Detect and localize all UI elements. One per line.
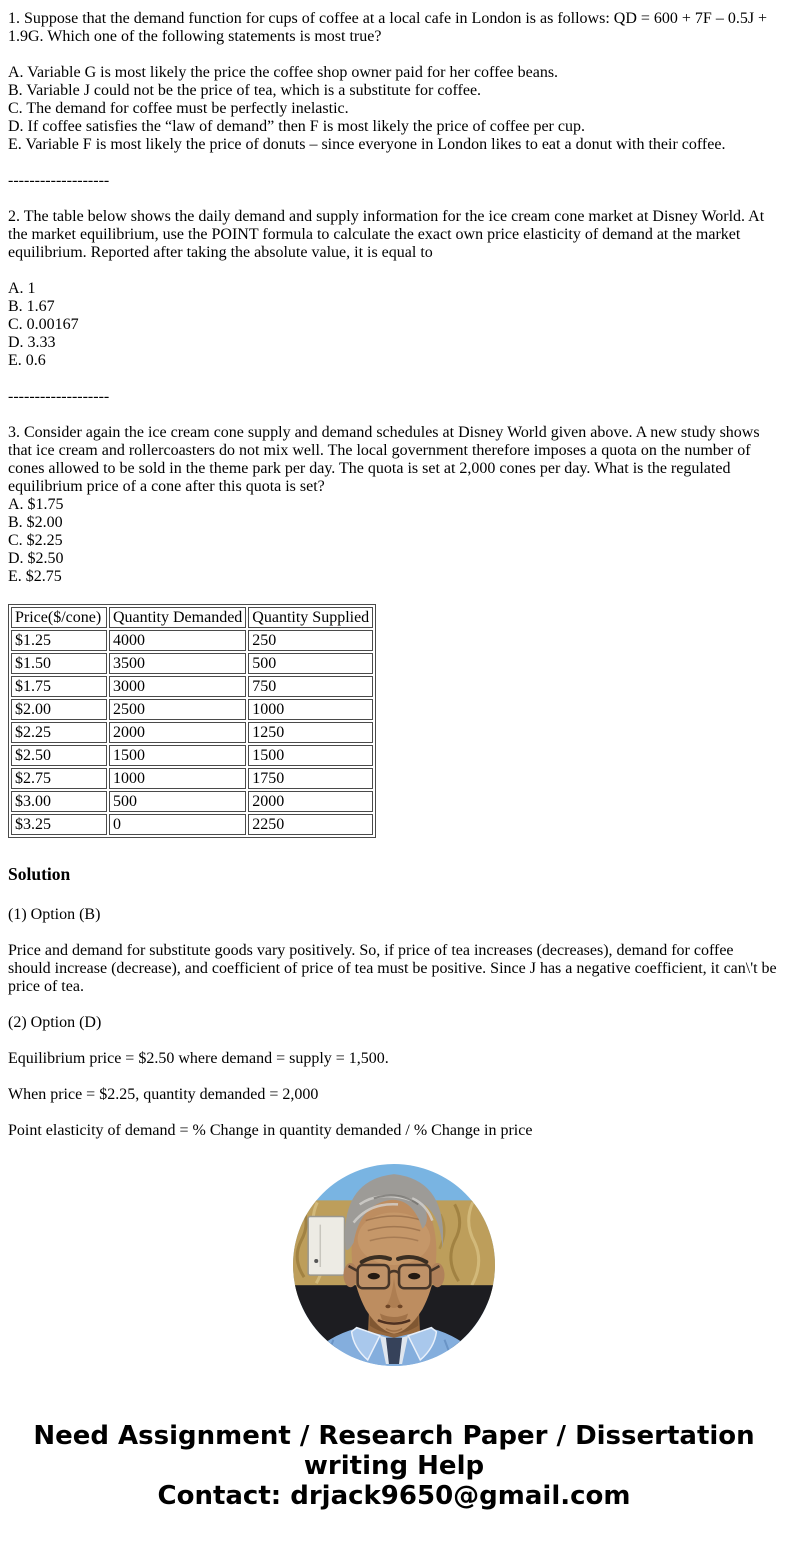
- question-3-options: [8, 496, 780, 586]
- question-2-options: [8, 280, 780, 370]
- option-item: A. Variable G is most likely the price the coffee shop owner paid for her coffee beans.: [8, 64, 559, 81]
- table-cell: 750: [248, 676, 373, 697]
- solution-paragraph: (1) Option (B): [8, 906, 101, 923]
- option-item: D. 3.33: [8, 334, 56, 351]
- table-cell: $1.75: [11, 676, 107, 697]
- table-row: [11, 768, 373, 789]
- option-item: E. $2.75: [8, 568, 62, 585]
- option-item: B. Variable J could not be the price of tea, which is a substitute for coffee.: [8, 82, 482, 99]
- footer-line: Contact: drjack9650@gmail.com: [157, 1481, 631, 1511]
- table-row: [11, 653, 373, 674]
- option-item: C. The demand for coffee must be perfectly inelastic.: [8, 100, 349, 117]
- option-item: D. If coffee satisfies the “law of demand” then F is most likely the price of coffee per cup.: [8, 118, 585, 135]
- table-cell: 500: [248, 653, 373, 674]
- table-row: [11, 699, 373, 720]
- table-cell: $3.00: [11, 791, 107, 812]
- option-item: B. 1.67: [8, 298, 55, 315]
- option-item: C. $2.25: [8, 532, 63, 549]
- table-header-cell: Price($/cone): [11, 607, 107, 628]
- table-cell: $2.25: [11, 722, 107, 743]
- table-cell: 2000: [248, 791, 373, 812]
- solution-paragraph: Price and demand for substitute goods vary positively. So, if price of tea increases (decreases), demand for coffee should increase (decrease), and coefficient of price of tea must be positive. Since J has a negative coefficient, it can\'t be price of tea.: [8, 942, 777, 995]
- table-cell: $1.25: [11, 630, 107, 651]
- solution-paragraph: Point elasticity of demand = % Change in quantity demanded / % Change in price: [8, 1122, 533, 1139]
- table-cell: 500: [109, 791, 246, 812]
- table-cell: 0: [109, 814, 246, 835]
- table-header-row: [11, 607, 373, 628]
- question-3-block: [8, 424, 780, 586]
- table-cell: $3.25: [11, 814, 107, 835]
- solution-paragraph: When price = $2.25, quantity demanded = 2,000: [8, 1086, 319, 1103]
- table-cell: 4000: [109, 630, 246, 651]
- table-cell: 1500: [248, 745, 373, 766]
- question-1-text: 1. Suppose that the demand function for cups of coffee at a local cafe in London is as follows: QD = 600 + 7F – 0.5J + 1.9G. Which one of the following statements is most true?: [8, 10, 768, 45]
- table-row: [11, 791, 373, 812]
- table-row: [11, 814, 373, 835]
- table-cell: 2500: [109, 699, 246, 720]
- option-item: E. Variable F is most likely the price of donuts – since everyone in London likes to eat a donut with their coffee.: [8, 136, 726, 153]
- footer-contact-banner: [8, 1421, 780, 1511]
- solution-paragraph: (2) Option (D): [8, 1014, 102, 1031]
- footer-line: writing Help: [303, 1451, 485, 1481]
- option-item: C. 0.00167: [8, 316, 79, 333]
- option-item: A. 1: [8, 280, 36, 297]
- table-cell: 1750: [248, 768, 373, 789]
- solution-paragraph: Equilibrium price = $2.50 where demand = supply = 1,500.: [8, 1050, 389, 1067]
- table-cell: 1250: [248, 722, 373, 743]
- option-item: B. $2.00: [8, 514, 63, 531]
- table-row: [11, 745, 373, 766]
- table-cell: 1500: [109, 745, 246, 766]
- footer-line: Need Assignment / Research Paper / Dissertation: [33, 1421, 755, 1451]
- solution-heading: Solution: [8, 864, 71, 884]
- table-cell: $2.75: [11, 768, 107, 789]
- table-cell: $2.50: [11, 745, 107, 766]
- table-cell: 2000: [109, 722, 246, 743]
- table-header-cell: Quantity Demanded: [109, 607, 246, 628]
- table-body: [11, 630, 373, 835]
- tutor-portrait-avatar: [293, 1164, 495, 1366]
- avatar-wrap: [8, 1164, 780, 1371]
- supply-demand-table: [8, 604, 376, 838]
- option-item: A. $1.75: [8, 496, 64, 513]
- table-row: [11, 630, 373, 651]
- option-item: D. $2.50: [8, 550, 64, 567]
- option-item: E. 0.6: [8, 352, 46, 369]
- table-header-cell: Quantity Supplied: [248, 607, 373, 628]
- table-cell: 250: [248, 630, 373, 651]
- table-cell: $1.50: [11, 653, 107, 674]
- question-1-options: [8, 64, 780, 154]
- table-cell: 1000: [248, 699, 373, 720]
- supply-demand-table-wrap: [8, 604, 780, 838]
- separator-1: -------------------: [8, 172, 110, 189]
- table-cell: 1000: [109, 768, 246, 789]
- table-cell: $2.00: [11, 699, 107, 720]
- table-cell: 3500: [109, 653, 246, 674]
- table-cell: 2250: [248, 814, 373, 835]
- separator-2: -------------------: [8, 388, 110, 405]
- table-row: [11, 722, 373, 743]
- question-2-text: 2. The table below shows the daily demand and supply information for the ice cream cone market at Disney World. At the market equilibrium, use the POINT formula to calculate the exact own price elasticity of demand at the market equilibrium. Reported after taking the absolute value, it is equal to: [8, 208, 765, 261]
- table-cell: 3000: [109, 676, 246, 697]
- table-row: [11, 676, 373, 697]
- solution-paragraphs: [8, 906, 780, 1140]
- question-3-text: 3. Consider again the ice cream cone supply and demand schedules at Disney World given above. A new study shows that ice cream and rollercoasters do not mix well. The local government therefore imposes a quota on the number of cones allowed to be sold in the theme park per day. The quota is set at 2,000 cones per day. What is the regulated equilibrium price of a cone after this quota is set?: [8, 424, 760, 495]
